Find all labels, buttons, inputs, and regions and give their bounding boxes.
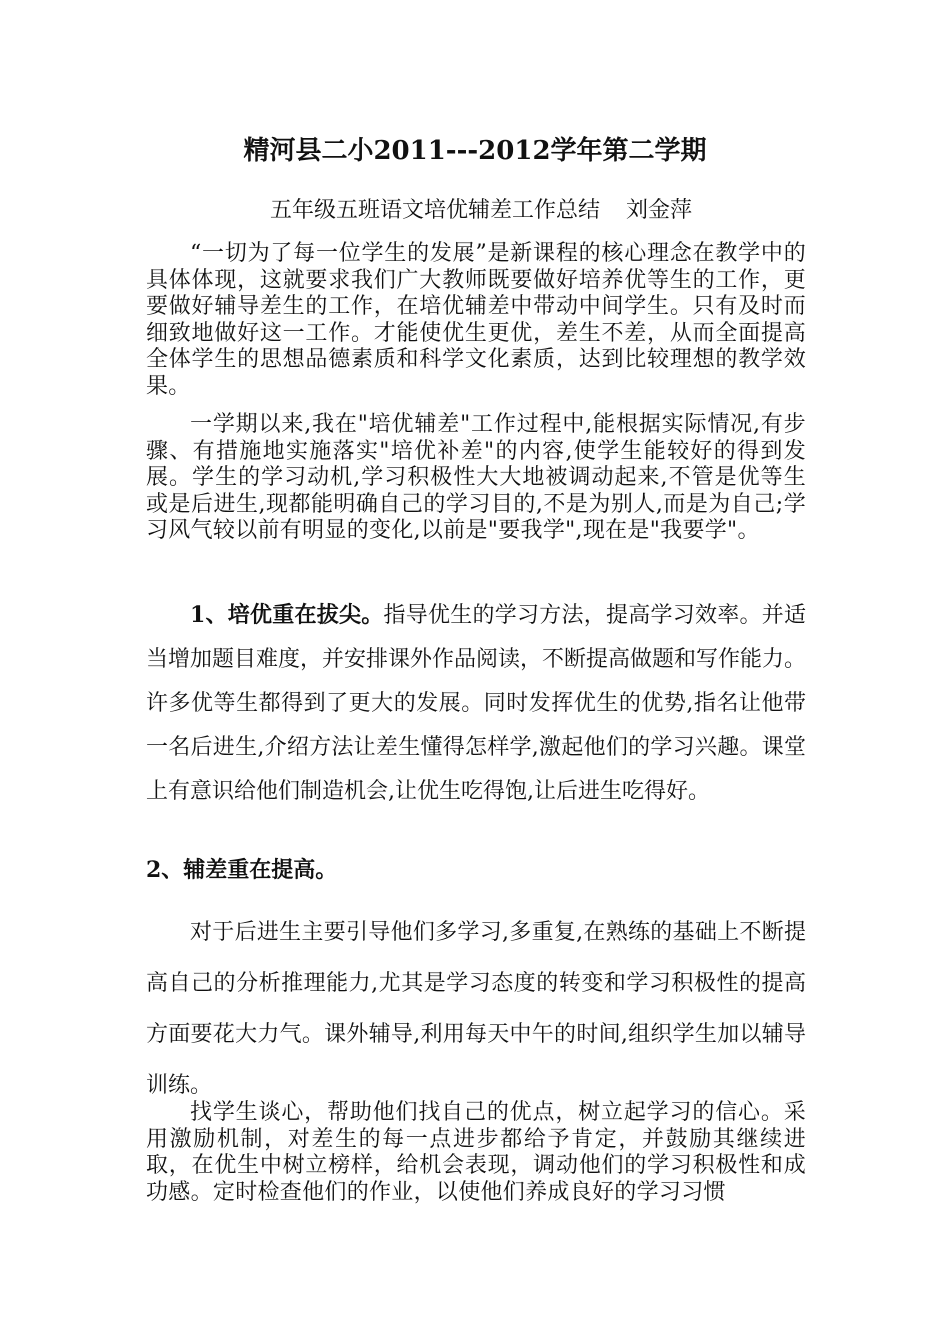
intro-paragraph: “一切为了每一位学生的发展”是新课程的核心理念在教学中的具体体现，这就要求我们广大教师既要做好培养优等生的工作，更要做好辅导差生的工作，在培优辅差中带动中间学生。只有及时而细致地做好这一工作。才能使优生更优，差生不差，从而全面提高全体学生的思想品德素质和科学文化素质，达到比较理想的教学效果。 [146,241,806,399]
section2-body: 对于后进生主要引导他们多学习,多重复,在熟练的基础上不断提高自己的分析推理能力,尤其是学习态度的转变和学习积极性的提高方面要花大力气。课外辅导,利用每天中午的时间,组织学生加以辅导训练。 [146,920,806,1098]
document-title: 精河县二小2011---2012学年第二学期 [243,136,707,166]
subtitle-text: 五年级五班语文培优辅差工作总结 [270,198,601,223]
section1-heading: 1、培优重在拔尖。 [190,602,384,628]
closing-paragraph: 找学生谈心，帮助他们找自己的优点，树立起学习的信心。采用激励机制，对差生的每一点进步都给予肯定，并鼓励其继续进取，在优生中树立榜样，给机会表现，调动他们的学习积极性和成功感。定时检查他们的作业，以使他们养成良好的学习习惯 [146,1100,806,1205]
summary-paragraph: 一学期以来,我在"培优辅差"工作过程中,能根据实际情况,有步骤、有措施地实施落实"培优补差"的内容,使学生能较好的得到发展。学生的学习动机,学习积极性大大地被调动起来,不管是优等生或是后进生,现都能明确自己的学习目的,不是为别人,而是为自己;学习风气较以前有明显的变化,以前是"要我学",现在是"我要学"。 [146,412,806,543]
section1-paragraph [146,593,806,814]
author-name: 刘金萍 [626,198,693,223]
section1-body: 指导优生的学习方法，提高学习效率。并适当增加题目难度，并安排课外作品阅读，不断提高做题和写作能力。许多优等生都得到了更大的发展。同时发挥优生的优势,指名让他带一名后进生,介绍方法让差生懂得怎样学,激起他们的学习兴趣。课堂上有意识给他们制造机会,让优生吃得饱,让后进生吃得好。 [146,603,807,804]
section2-heading: 2、辅差重在提高。 [146,857,338,883]
document-subtitle [270,196,692,226]
